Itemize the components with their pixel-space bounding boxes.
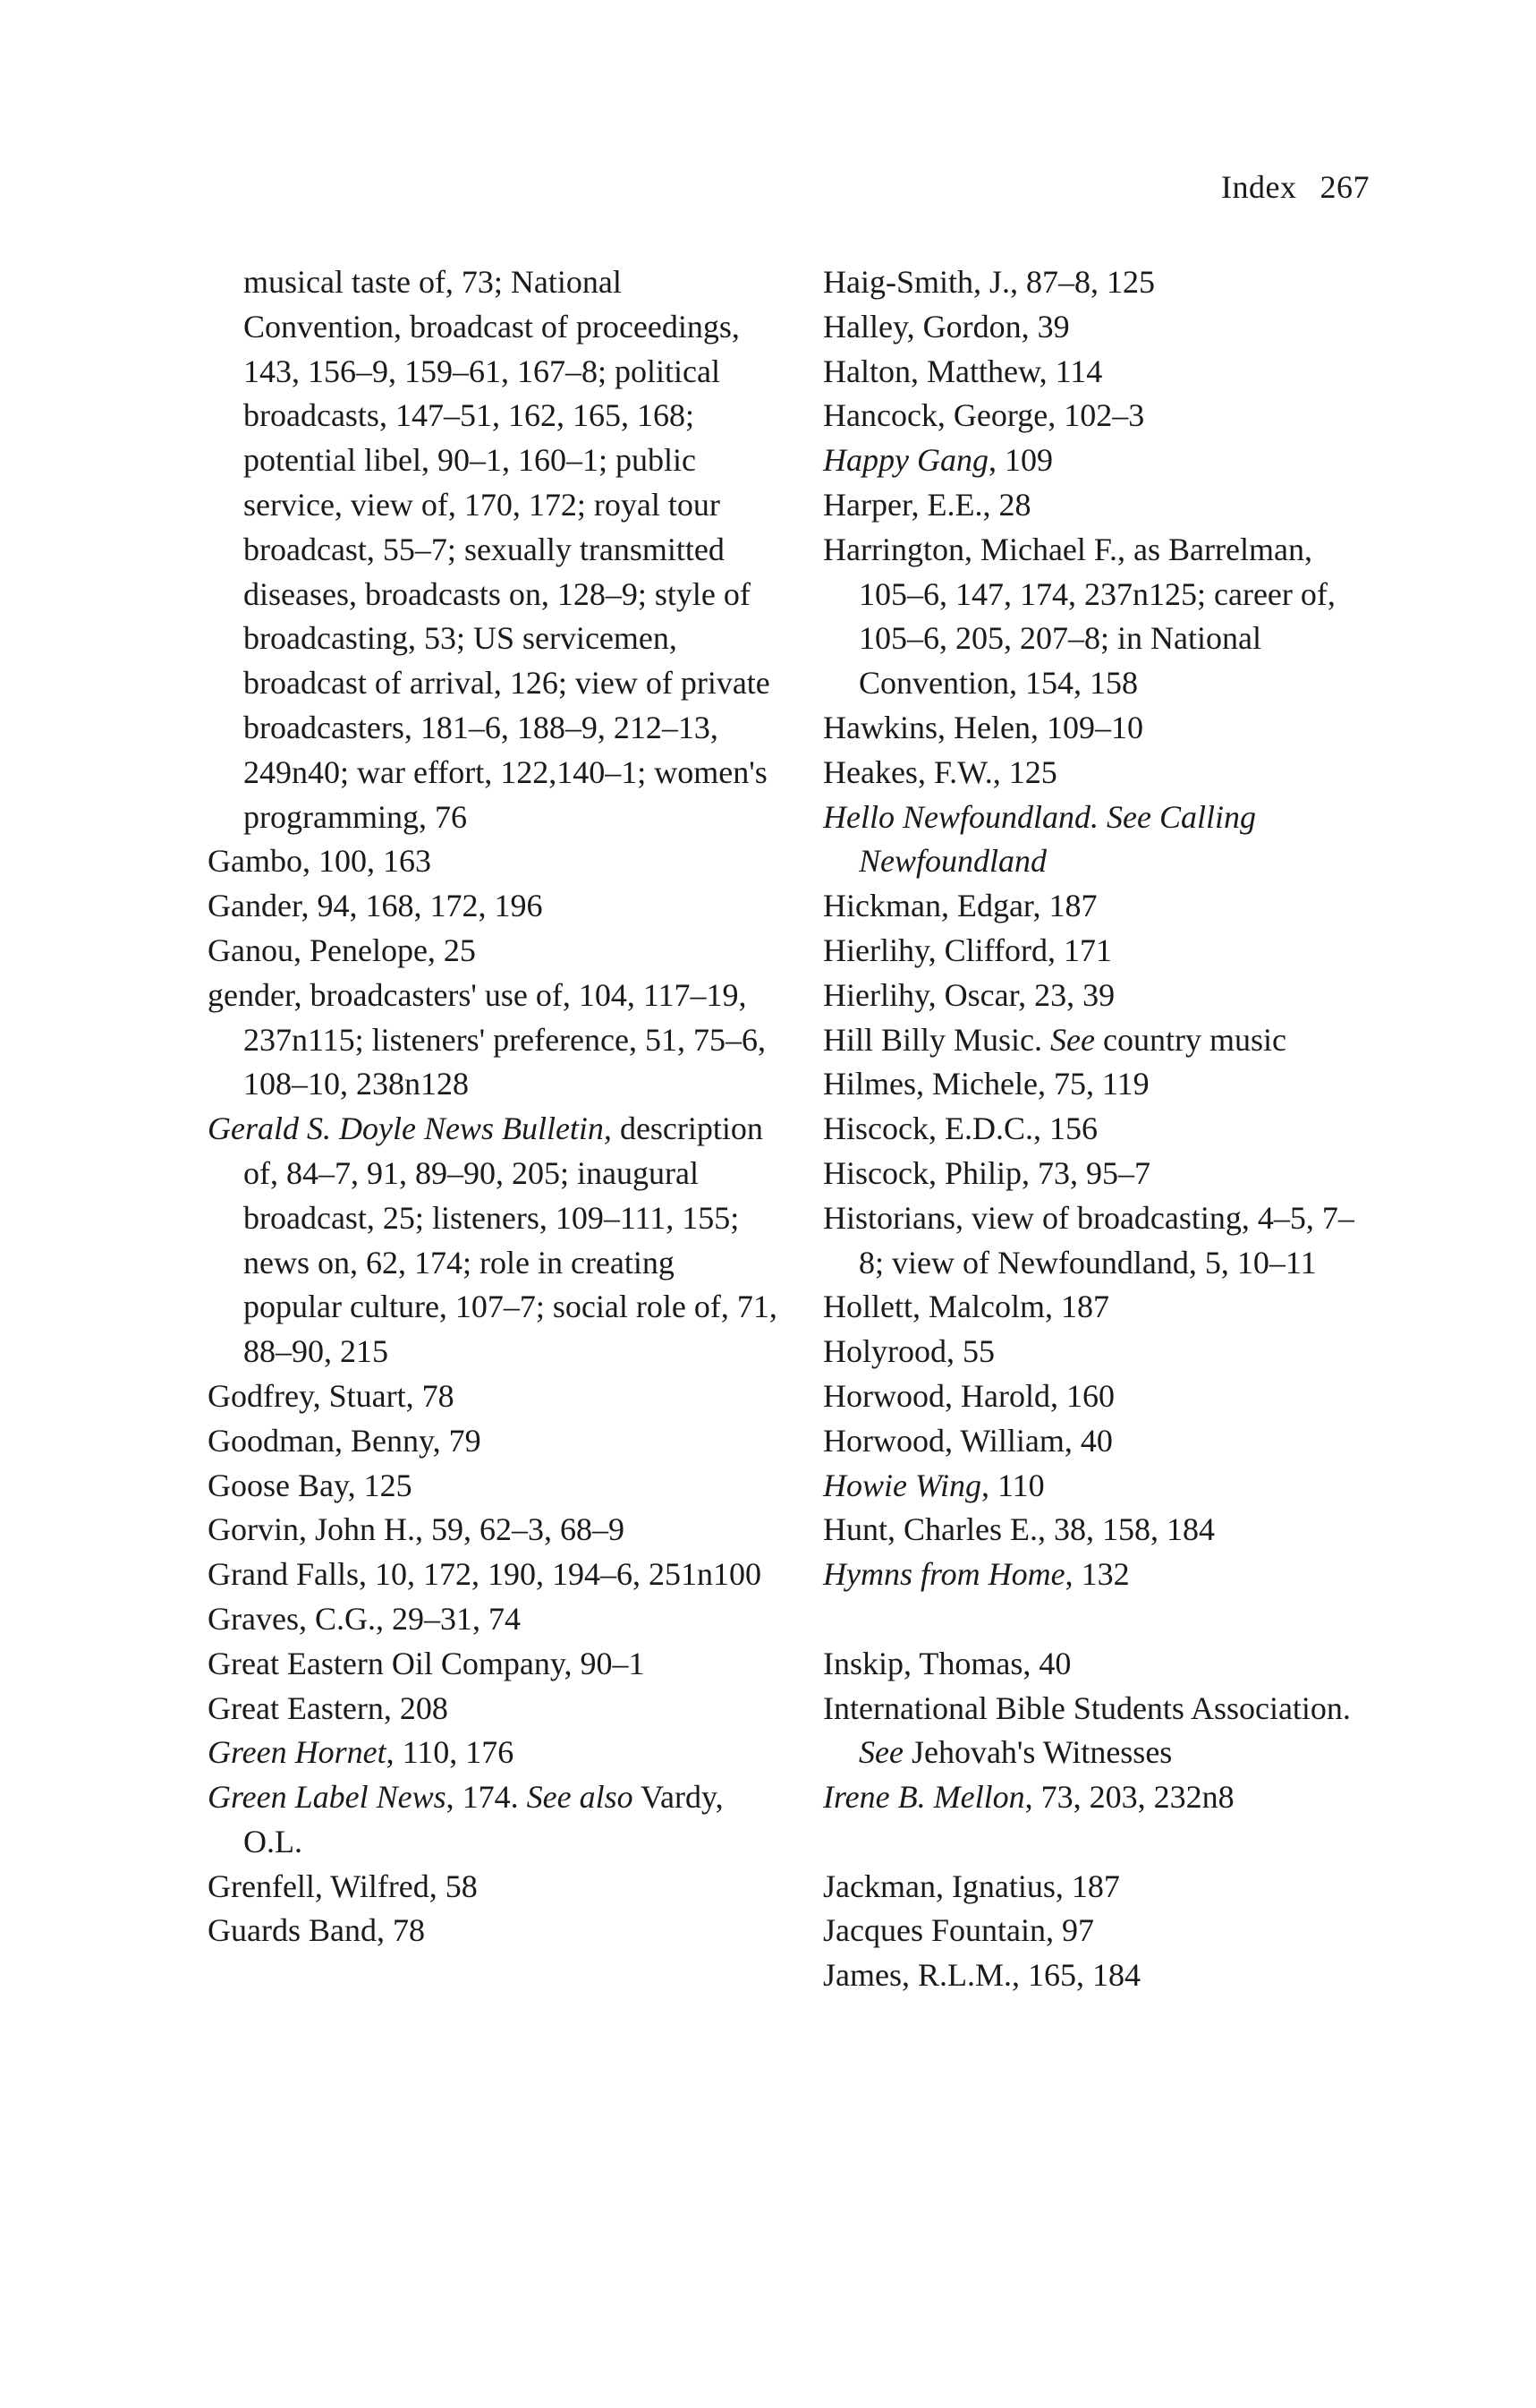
index-entry [208,1508,780,1553]
running-head [1221,168,1370,206]
entry-text: Gander, 94, 168, 172, 196 [208,888,543,924]
index-entry [823,1553,1378,1597]
index-entry [823,1107,1378,1152]
entry-text: , 110 [981,1467,1045,1503]
index-entry [823,1775,1378,1820]
entry-text: , 109 [988,442,1053,479]
index-entry [208,1464,780,1509]
entry-title-italic: Green Hornet [208,1734,386,1771]
entry-text: Heakes, F.W., 125 [823,753,1057,790]
entry-text: Graves, C.G., 29–31, 74 [208,1600,521,1637]
index-entry [208,1419,780,1464]
entry-title-italic: Hymns from Home [823,1556,1065,1593]
entry-text: Gorvin, John H., 59, 62–3, 68–9 [208,1511,624,1548]
entry-text: , 73, 203, 232n8 [1024,1779,1235,1816]
index-entry [208,1642,780,1687]
index-entry [823,1953,1378,1998]
entry-text: Grand Falls, 10, 172, 190, 194–6, 251n100 [208,1556,761,1593]
index-entry [823,796,1378,885]
entry-text: Hilmes, Michele, 75, 119 [823,1066,1150,1102]
entry-text: , 174. [446,1779,527,1816]
entry-text: gender, broadcasters' use of, 104, 117–19, 237n115; listeners' preference, 51, 75–6, 108–10, 238n128 [208,976,766,1102]
entry-text: Hiscock, Philip, 73, 95–7 [823,1154,1150,1191]
entry-text: Harper, E.E., 28 [823,486,1031,523]
index-entry [823,438,1378,483]
entry-title-italic: Happy Gang [823,442,989,479]
entry-text: Hierlihy, Clifford, 171 [823,932,1112,968]
section-gap [823,1820,1378,1865]
section-gap [823,1597,1378,1642]
index-entry [208,1107,780,1374]
entry-title-italic: Howie Wing [823,1467,981,1503]
entry-text: Hollett, Malcolm, 187 [823,1289,1109,1325]
index-entry [823,1374,1378,1419]
index-entry [823,1152,1378,1196]
entry-text: Hiscock, E.D.C., 156 [823,1110,1098,1147]
index-entry [823,1196,1378,1286]
index-entry [208,929,780,974]
entry-text: Hawkins, Helen, 109–10 [823,709,1143,745]
entry-text: Halley, Gordon, 39 [823,308,1070,345]
entry-text: country music [1095,1021,1286,1058]
index-entry [823,1508,1378,1553]
entry-text: Ganou, Penelope, 25 [208,932,476,968]
index-entry [208,974,780,1107]
index-entry [208,1374,780,1419]
index-entry [823,350,1378,395]
entries-h [823,260,1378,1597]
entry-text: Hancock, George, 102–3 [823,397,1145,434]
index-entry [823,483,1378,528]
entries-i [823,1642,1378,1820]
entry-text: , 110, 176 [386,1734,514,1771]
index-entry [208,1687,780,1732]
index-entry [823,305,1378,350]
entry-text: Historians, view of broadcasting, 4–5, 7–8; view of Newfoundland, 5, 10–11 [823,1199,1354,1281]
entry-title-italic: Green Label News [208,1779,446,1816]
entry-text: Great Eastern Oil Company, 90–1 [208,1645,645,1681]
index-entry [208,884,780,929]
entry-text: Jehovah's Witnesses [903,1734,1173,1771]
index-entry [823,1285,1378,1330]
entry-text: Gambo, 100, 163 [208,843,431,880]
index-entry [823,1642,1378,1687]
index-entry [823,528,1378,706]
index-entry [823,929,1378,974]
entry-text: , 132 [1065,1556,1130,1593]
index-entry [823,1330,1378,1374]
entry-text: James, R.L.M., 165, 184 [823,1957,1141,1994]
entry-text: Goodman, Benny, 79 [208,1422,481,1459]
index-entry [823,1419,1378,1464]
entry-text: Grenfell, Wilfred, 58 [208,1868,478,1904]
index-entry [208,839,780,884]
section-title: Index [1221,169,1297,205]
entry-text: Horwood, Harold, 160 [823,1377,1115,1414]
entry-text: description of, 84–7, 91, 89–90, 205; inaugural broadcast, 25; listeners, 109–111, 155; news on, 62, 174; role in creating popular culture, 107–7; social role of, 71, 88–90, 215 [243,1110,777,1370]
entry-title-italic: See also [526,1779,633,1816]
entry-text: Jacques Fountain, 97 [823,1912,1094,1949]
index-column-left [208,260,780,1953]
index-entry [208,1909,780,1953]
index-column-right [823,260,1378,1998]
index-entry [208,1731,780,1775]
entries-j [823,1865,1378,1998]
index-entry [823,1018,1378,1063]
entry-text: Hill Billy Music. [823,1021,1051,1058]
entry-title-italic: See [859,1734,904,1771]
entry-text: Harrington, Michael F., as Barrelman, 105–6, 147, 174, 237n125; career of, 105–6, 205, 207–8; in National Convention, 154, 158 [823,531,1336,702]
index-entry [823,1062,1378,1107]
entry-text: International Bible Students Association. [823,1689,1351,1726]
index-entry [823,1909,1378,1953]
entry-text: Guards Band, 78 [208,1912,425,1949]
index-entry [823,884,1378,929]
entry-title-italic: Hello Newfoundland. See Calling Newfoundland [823,798,1256,880]
entry-text: Hierlihy, Oscar, 23, 39 [823,976,1116,1013]
entry-text: Great Eastern, 208 [208,1689,448,1726]
entry-text: Godfrey, Stuart, 78 [208,1377,454,1414]
index-entry [208,1553,780,1597]
index-entry [823,974,1378,1018]
index-entry [823,751,1378,796]
index-entry [823,260,1378,305]
index-entry [208,1865,780,1910]
entry-title-italic: Irene B. Mellon [823,1779,1025,1816]
entry-text: Hunt, Charles E., 38, 158, 184 [823,1511,1215,1548]
entry-text: Horwood, William, 40 [823,1422,1113,1459]
entry-text: Goose Bay, 125 [208,1467,412,1503]
entry-text: Inskip, Thomas, 40 [823,1645,1072,1681]
entry-text: Haig-Smith, J., 87–8, 125 [823,264,1156,300]
entry-text: Hickman, Edgar, 187 [823,888,1098,924]
entry-title-italic: See [1050,1021,1095,1058]
index-entry [208,1775,780,1865]
entry-text: Jackman, Ignatius, 187 [823,1868,1120,1904]
index-entry [823,1687,1378,1776]
page-number: 267 [1320,169,1370,205]
entry-text: Vardy, O.L. [243,1779,724,1859]
index-entry [208,1597,780,1642]
entries-left [208,839,780,1953]
entry-text: Halton, Matthew, 114 [823,353,1103,389]
index-entry [823,1464,1378,1509]
entry-title-italic: Gerald S. Doyle News Bulletin, [208,1110,612,1147]
entry-text: Holyrood, 55 [823,1333,995,1370]
index-entry [823,706,1378,751]
index-entry [823,1865,1378,1910]
index-entry [823,394,1378,438]
continued-entry: musical taste of, 73; National Convention, broadcast of proceedings, 143, 156–9, 159–61, 167–8; political broadcasts, 147–51, 162, 165, 168; potential libel, 90–1, 160–1; public service, view of, 170, 172; royal tour broadcast, 55–7; sexually transmitted diseases, broadcasts on, 128–9; style of broadcasting, 53; US servicemen, broadcast of arrival, 126; view of private broadcasters, 181–6, 188–9, 212–13, 249n40; war effort, 122,140–1; women's programming, 76 [243,264,770,835]
